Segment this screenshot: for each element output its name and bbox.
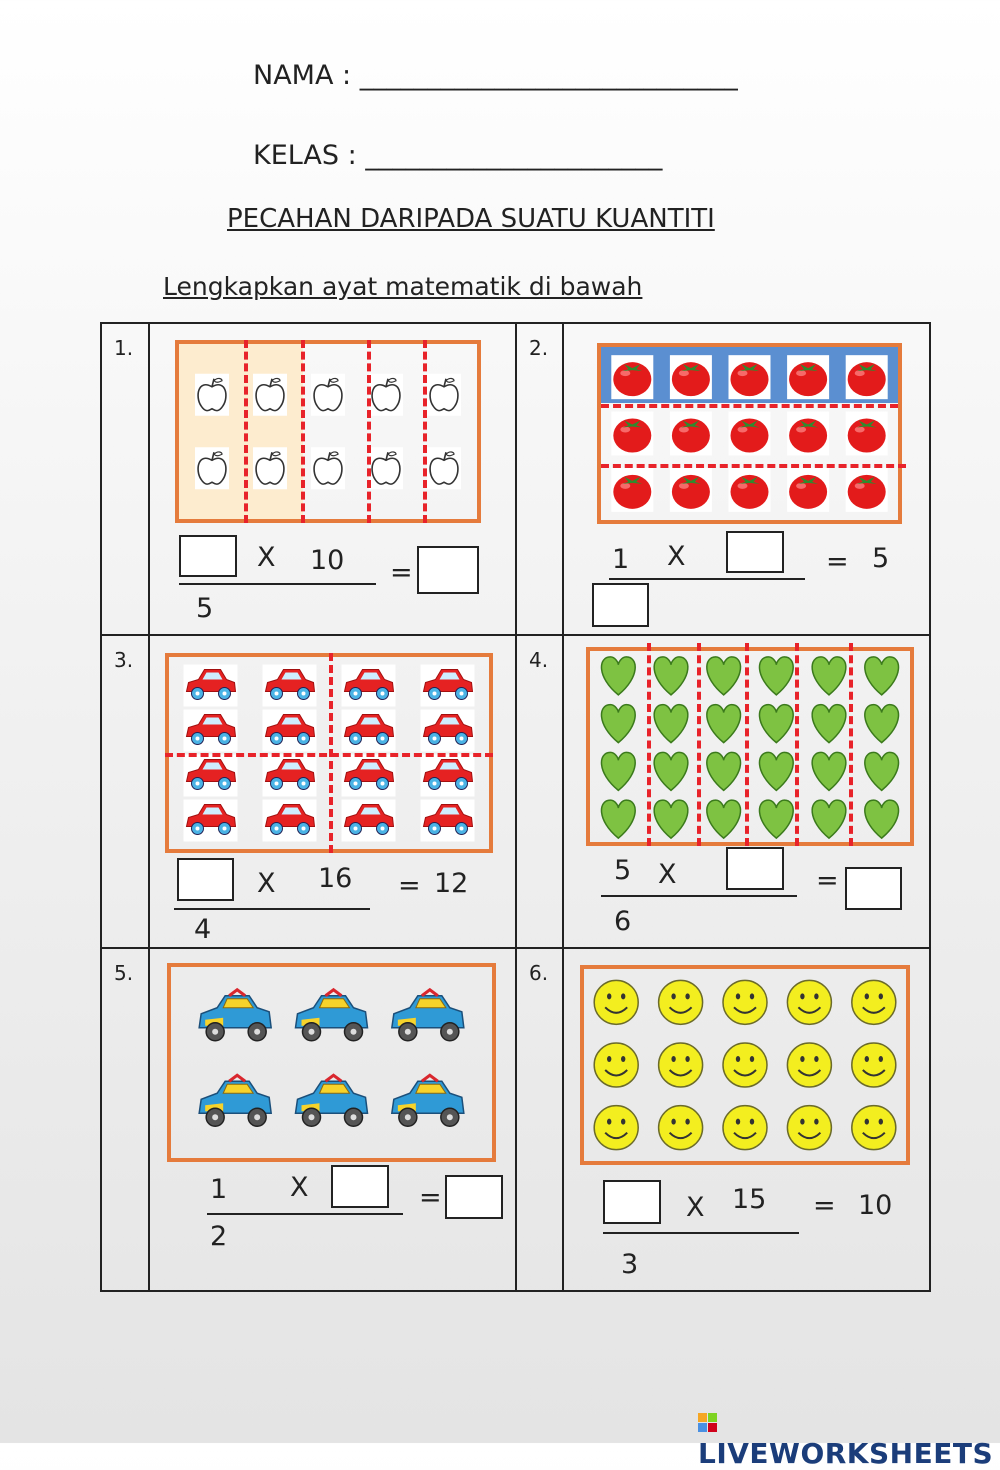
tomato-icon xyxy=(611,355,653,399)
q4-result-answer-box[interactable] xyxy=(845,867,902,910)
q3-result: 12 xyxy=(434,868,469,899)
q6-equals-sign: = xyxy=(813,1190,836,1221)
q5-fraction-line xyxy=(207,1213,403,1215)
q2-tomatoes xyxy=(597,343,902,524)
q5-numerator: 1 xyxy=(210,1174,228,1205)
heart-icon xyxy=(654,800,688,838)
toy-car-icon xyxy=(199,990,271,1041)
q1-divider xyxy=(367,340,371,523)
smiley-icon xyxy=(852,1043,896,1087)
q5-times-sign: X xyxy=(290,1172,309,1203)
tomato-icon xyxy=(846,355,888,399)
smiley-icon xyxy=(594,1043,638,1087)
car-icon xyxy=(263,710,317,752)
worksheet-title: PECAHAN DARIPADA SUATU KUANTITI xyxy=(227,204,715,234)
q3-denominator: 4 xyxy=(194,914,212,945)
smiley-icon xyxy=(787,1043,831,1087)
q4-times-sign: X xyxy=(658,859,677,890)
q1-divider xyxy=(244,340,248,523)
heart-icon xyxy=(865,705,899,743)
q4-divider xyxy=(795,643,799,846)
q6-denominator: 3 xyxy=(621,1249,639,1280)
heart-icon xyxy=(865,657,899,695)
question-number-2: 2. xyxy=(529,336,549,360)
car-icon xyxy=(342,710,396,752)
toy-car-icon xyxy=(392,990,464,1041)
q2-divider xyxy=(601,464,906,468)
heart-icon xyxy=(707,800,741,838)
smiley-icon xyxy=(852,1106,896,1150)
heart-icon xyxy=(654,752,688,790)
heart-icon xyxy=(654,705,688,743)
tomato-icon xyxy=(729,468,771,512)
instruction-text: Lengkapkan ayat matematik di bawah xyxy=(163,272,643,301)
q1-equals-sign: = xyxy=(390,557,413,588)
apple-icon xyxy=(311,374,345,416)
q5-equals-sign: = xyxy=(419,1182,442,1213)
smiley-icon xyxy=(659,1106,703,1150)
smiley-icon xyxy=(594,980,638,1024)
heart-icon xyxy=(759,657,793,695)
q4-fraction-line xyxy=(601,895,797,897)
heart-icon xyxy=(812,657,846,695)
q3-fraction-line xyxy=(174,908,370,910)
apple-icon xyxy=(253,447,287,489)
q4-numerator: 5 xyxy=(614,855,632,886)
apple-icon xyxy=(369,447,403,489)
apple-icon xyxy=(427,447,461,489)
question-number-6: 6. xyxy=(529,961,549,985)
q2-multiplier-answer-box[interactable] xyxy=(726,531,784,573)
q1-divider xyxy=(301,340,305,523)
car-icon xyxy=(342,665,396,707)
q2-denominator-answer-box[interactable] xyxy=(592,583,649,627)
name-label: NAMA : xyxy=(253,60,360,91)
smiley-icon xyxy=(787,980,831,1024)
tomato-icon xyxy=(787,355,829,399)
tomato-icon xyxy=(670,468,712,512)
heart-icon xyxy=(601,705,635,743)
heart-icon xyxy=(654,657,688,695)
q3-numerator-answer-box[interactable] xyxy=(177,858,234,901)
q4-equals-sign: = xyxy=(816,865,839,896)
q6-smileys xyxy=(580,965,910,1165)
car-icon xyxy=(421,665,475,707)
q2-divider xyxy=(601,404,898,408)
q1-numerator-answer-box[interactable] xyxy=(179,535,237,577)
apple-icon xyxy=(253,374,287,416)
heart-icon xyxy=(759,752,793,790)
smiley-icon xyxy=(723,1106,767,1150)
q3-times-sign: X xyxy=(257,868,276,899)
q4-multiplier-answer-box[interactable] xyxy=(726,847,784,890)
car-icon xyxy=(342,800,396,842)
q6-numerator-answer-box[interactable] xyxy=(603,1180,661,1224)
smiley-icon xyxy=(787,1106,831,1150)
apple-icon xyxy=(195,374,229,416)
heart-icon xyxy=(812,800,846,838)
q6-multiplier: 15 xyxy=(732,1184,767,1215)
car-icon xyxy=(263,800,317,842)
question-number-4: 4. xyxy=(529,648,549,672)
car-icon xyxy=(421,800,475,842)
q2-numerator: 1 xyxy=(612,544,630,575)
q1-apples xyxy=(175,340,481,523)
q1-fraction-line xyxy=(179,583,376,585)
tomato-icon xyxy=(787,412,829,456)
apple-icon xyxy=(195,447,229,489)
heart-icon xyxy=(707,705,741,743)
tomato-icon xyxy=(670,412,712,456)
q1-times-sign: X xyxy=(257,542,276,573)
heart-icon xyxy=(865,800,899,838)
smiley-icon xyxy=(852,980,896,1024)
car-icon xyxy=(184,755,238,797)
toy-car-icon xyxy=(392,1075,464,1126)
heart-icon xyxy=(707,752,741,790)
heart-icon xyxy=(759,705,793,743)
q6-fraction-line xyxy=(603,1232,799,1234)
toy-car-icon xyxy=(296,990,368,1041)
q4-denominator: 6 xyxy=(614,906,632,937)
q2-times-sign: X xyxy=(667,541,686,572)
heart-icon xyxy=(707,657,741,695)
smiley-icon xyxy=(723,980,767,1024)
question-number-3: 3. xyxy=(114,648,134,672)
smiley-icon xyxy=(594,1106,638,1150)
q6-times-sign: X xyxy=(686,1192,705,1223)
class-label: KELAS : xyxy=(253,140,366,171)
q4-divider xyxy=(647,643,651,846)
tomato-icon xyxy=(846,412,888,456)
class-line[interactable]: ______________________ xyxy=(365,140,663,171)
heart-icon xyxy=(601,752,635,790)
q3-multiplier: 16 xyxy=(318,863,353,894)
heart-icon xyxy=(812,705,846,743)
apple-icon xyxy=(427,374,461,416)
q2-result: 5 xyxy=(872,543,890,574)
q1-result-answer-box[interactable] xyxy=(417,546,479,594)
apple-icon xyxy=(311,447,345,489)
car-icon xyxy=(184,665,238,707)
heart-icon xyxy=(865,752,899,790)
heart-icon xyxy=(601,657,635,695)
car-icon xyxy=(263,755,317,797)
smiley-icon xyxy=(723,1043,767,1087)
q5-result-answer-box[interactable] xyxy=(445,1175,503,1219)
car-icon xyxy=(342,755,396,797)
toy-car-icon xyxy=(296,1075,368,1126)
toy-car-icon xyxy=(199,1075,271,1126)
car-icon xyxy=(184,800,238,842)
question-number-1: 1. xyxy=(114,336,134,360)
q1-denominator: 5 xyxy=(196,593,214,624)
smiley-icon xyxy=(659,1043,703,1087)
car-icon xyxy=(421,710,475,752)
logo-text: LIVEWORKSHEETS xyxy=(698,1437,994,1470)
name-line[interactable]: ____________________________ xyxy=(359,60,738,91)
q4-divider xyxy=(745,643,749,846)
q4-divider xyxy=(849,643,853,846)
smiley-icon xyxy=(659,980,703,1024)
tomato-icon xyxy=(729,412,771,456)
car-icon xyxy=(263,665,317,707)
q4-hearts xyxy=(586,647,914,846)
heart-icon xyxy=(759,800,793,838)
q1-divider xyxy=(423,340,427,523)
tomato-icon xyxy=(670,355,712,399)
tomato-icon xyxy=(846,468,888,512)
tomato-icon xyxy=(611,468,653,512)
q5-denominator: 2 xyxy=(210,1221,228,1252)
q1-multiplier: 10 xyxy=(310,545,345,576)
apple-icon xyxy=(369,374,403,416)
q3-equals-sign: = xyxy=(398,870,421,901)
q2-equals-sign: = xyxy=(826,546,849,577)
q5-multiplier-answer-box[interactable] xyxy=(331,1165,389,1208)
q2-fraction-line xyxy=(609,578,805,580)
q3-divider xyxy=(165,753,493,757)
liveworksheets-logo xyxy=(698,1404,1000,1470)
liveworksheets-mark-icon xyxy=(698,1413,717,1432)
tomato-icon xyxy=(729,355,771,399)
heart-icon xyxy=(812,752,846,790)
question-number-5: 5. xyxy=(114,961,134,985)
car-icon xyxy=(421,755,475,797)
heart-icon xyxy=(601,800,635,838)
tomato-icon xyxy=(787,468,829,512)
q5-toy-cars xyxy=(167,963,496,1162)
q4-divider xyxy=(697,643,701,846)
car-icon xyxy=(184,710,238,752)
tomato-icon xyxy=(611,412,653,456)
q6-result: 10 xyxy=(858,1190,893,1221)
